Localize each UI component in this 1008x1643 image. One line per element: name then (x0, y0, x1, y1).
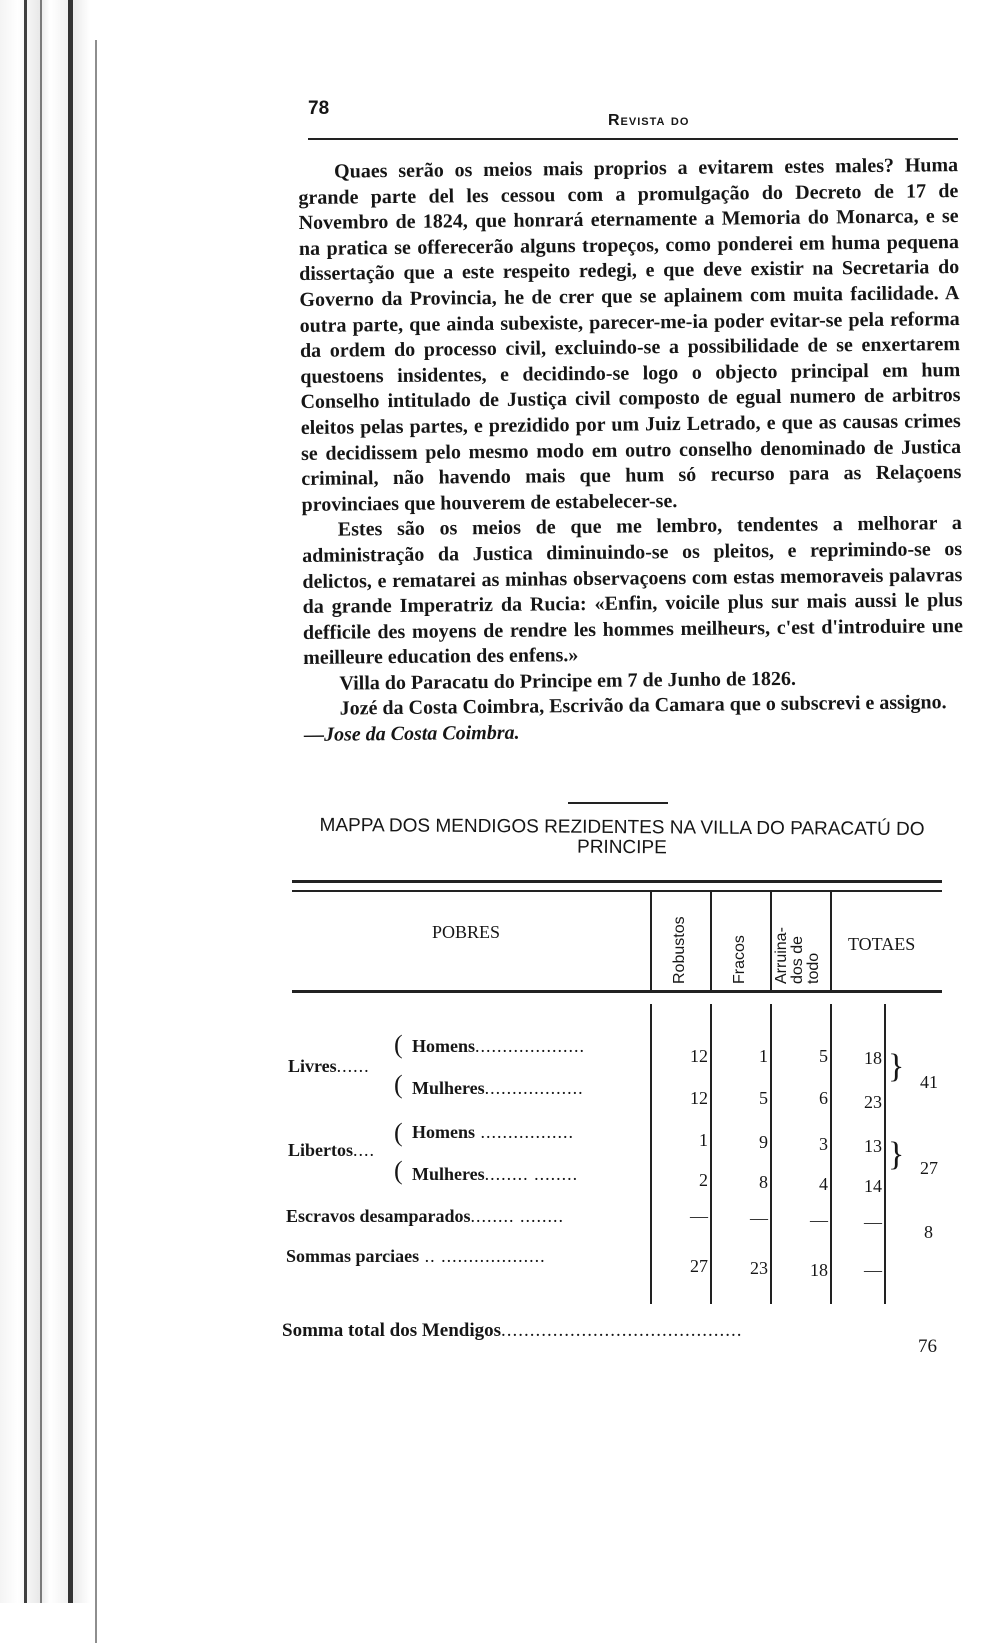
header-arruinados: Arruina- (773, 927, 790, 984)
row-label (286, 1246, 546, 1267)
cell-arruinados: 5 (819, 1046, 828, 1066)
leader-dots: ................. (475, 1122, 574, 1142)
running-head: Revista do (608, 112, 690, 129)
leader-dots: ........ ........ (470, 1206, 565, 1226)
leader-dots: ...... (336, 1056, 370, 1076)
group-total-livres: 41 (920, 1072, 938, 1092)
row-label (412, 1078, 584, 1099)
right-brace-icon: } (888, 1048, 905, 1085)
binding-shadow-line (24, 0, 27, 1603)
binding-shadow-line (40, 0, 42, 1603)
separator-rule (568, 802, 668, 804)
row-label-text: Mulheres (412, 1164, 485, 1184)
row-label-text: Mulheres (412, 1078, 485, 1098)
group-livres (288, 1056, 370, 1077)
cell-fracos: 8 (759, 1172, 768, 1192)
table-top-rule (292, 890, 942, 892)
body-text (298, 153, 964, 749)
page-number: 78 (308, 98, 330, 119)
group-label: Libertos (288, 1140, 353, 1160)
cell-fracos: 9 (759, 1132, 768, 1152)
leader-dots: .................... (475, 1036, 585, 1056)
brace-icon: ( (394, 1156, 403, 1185)
table-title-line: PRINCIPE (576, 836, 667, 859)
cell-robustos: 27 (690, 1256, 708, 1276)
column-rule (650, 1004, 652, 1304)
row-label (412, 1164, 578, 1185)
grand-total-value: 76 (918, 1336, 937, 1357)
cell-arruinados: — (810, 1210, 828, 1230)
leader-dots: .. ................... (419, 1246, 546, 1266)
cell-robustos: 2 (699, 1170, 708, 1190)
group-label: Livres (288, 1056, 337, 1076)
page-header (308, 98, 958, 134)
table-top-rule (292, 880, 942, 883)
brace-icon: ( (394, 1030, 403, 1059)
column-rule (710, 1004, 712, 1304)
column-rule (830, 892, 832, 992)
row-label (286, 1206, 564, 1227)
group-total-escravos: 8 (924, 1222, 933, 1242)
brace-icon: ( (394, 1118, 403, 1147)
cell-arruinados: 18 (810, 1260, 828, 1280)
cell-robustos: 1 (699, 1130, 708, 1150)
cell-arruinados: 6 (819, 1088, 828, 1108)
cell-fracos: 23 (750, 1258, 768, 1278)
group-total-libertos: 27 (920, 1158, 938, 1178)
column-rule (884, 1004, 886, 1304)
beggars-table (286, 880, 942, 1310)
cell-total: 23 (864, 1092, 882, 1112)
signature: —Jose da Costa Coimbra. (303, 721, 520, 747)
row-label-text: Homens (412, 1036, 475, 1056)
grand-total-label: Somma total dos Mendigos (282, 1320, 502, 1341)
column-rule (770, 892, 772, 992)
cell-arruinados: 3 (819, 1134, 828, 1154)
paragraph: Villa do Paracatu do Principe em 7 de Junho de 1826. (339, 667, 797, 695)
cell-arruinados: 4 (819, 1174, 828, 1194)
table-title-line: MAPPA DOS MENDIGOS REZIDENTES NA VILLA DO PARACATÚ DO (319, 814, 925, 841)
cell-fracos: 1 (759, 1046, 768, 1066)
header-bottom-rule (292, 990, 942, 993)
row-label-text: Homens (412, 1122, 475, 1142)
cell-fracos: — (750, 1208, 768, 1228)
cell-total: 14 (864, 1176, 882, 1196)
header-fracos: Fracos (731, 935, 748, 984)
column-rule (830, 1004, 832, 1304)
column-rule (650, 892, 652, 992)
header-rule (308, 138, 958, 140)
row-label-text: Escravos desamparados (286, 1206, 471, 1226)
cell-robustos: 12 (690, 1088, 708, 1108)
leader-dots: .... (353, 1140, 375, 1160)
row-label (412, 1036, 585, 1057)
cell-robustos: 12 (690, 1046, 708, 1066)
header-totaes: TOTAES (848, 934, 916, 954)
brace-icon: ( (394, 1070, 403, 1099)
grand-total-line (282, 1320, 962, 1342)
group-libertos (288, 1140, 375, 1161)
header-arruinados: todo (805, 952, 822, 984)
column-rule (710, 892, 712, 992)
cell-fracos: 5 (759, 1088, 768, 1108)
binding-shadow-line (68, 0, 73, 1603)
row-label-text: Sommas parciaes (286, 1246, 420, 1266)
row-label (412, 1122, 574, 1143)
cell-total: 18 (864, 1048, 882, 1068)
paragraph: Jozé da Costa Coimbra, Escrivão da Camara que o subscrevi e assigno. (339, 691, 947, 721)
table-title (292, 816, 952, 861)
right-brace-icon: } (888, 1136, 905, 1173)
scan-binding-margin (0, 0, 118, 1603)
leader-dots: ........ ........ (484, 1164, 579, 1184)
header-arruinados: dos de (789, 935, 806, 984)
leader-dots: .................. (484, 1078, 584, 1098)
paragraph: Quaes serão os meios mais proprios a evitarem estes males? Huma grande parte del les cessou com a promulgação do Decreto de 17 de Novembro de 1824, que honrará eternamente a Memoria do Monarca, e se na pratica se offerecerão alguns tropeços, como ponderei em huma pequena dissertação que a este respeito redegi, e que deve existir na Secretaria do Governo da Provincia, he de crer que se aplainem com muita facilidade. A outra parte, que ainda subexiste, parecer-me-ia poder evitar-se pela reforma da ordem do processo civil, excluindo-se a possibilidade de se enxertarem questoens insidentes, e decidindo-se logo o objecto principal em hum Conselho intitulado de Justiça civil composto de egual numero de arbitros eleitos pelas partes, e prezidido por um Juiz Letrado, e que as causas crimes se decidissem pelo mesmo modo em outro conselho denominado de Justica criminal, não havendo mais que hum só recurso para as Relaçoens provinciaes que houverem de estabelecer-se. (298, 154, 962, 516)
cell-total: — (864, 1260, 882, 1280)
column-rule (770, 1004, 772, 1304)
cell-total: — (864, 1212, 882, 1232)
binding-shadow-line (95, 40, 97, 1643)
cell-robustos: — (690, 1206, 708, 1226)
cell-total: 13 (864, 1136, 882, 1156)
header-pobres: POBRES (432, 922, 501, 942)
leader-dots: .......................................... (501, 1320, 743, 1341)
header-robustos: Robustos (671, 916, 688, 984)
paragraph: Estes são os meios de que me lembro, tendentes a melhorar a administração da Justica diminuindo-se os pleitos, e reprimindo-se os delictos, e rematarei as minhas observaçoens com estas memoraveis palavras da grande Imperatriz da Rucia: «Enfin, voicile plus sur mais aussi le plus defficile des moyens de rendre les hommes meilheurs, c'est d'introduire une meilleure education des enfens.» (302, 512, 964, 670)
